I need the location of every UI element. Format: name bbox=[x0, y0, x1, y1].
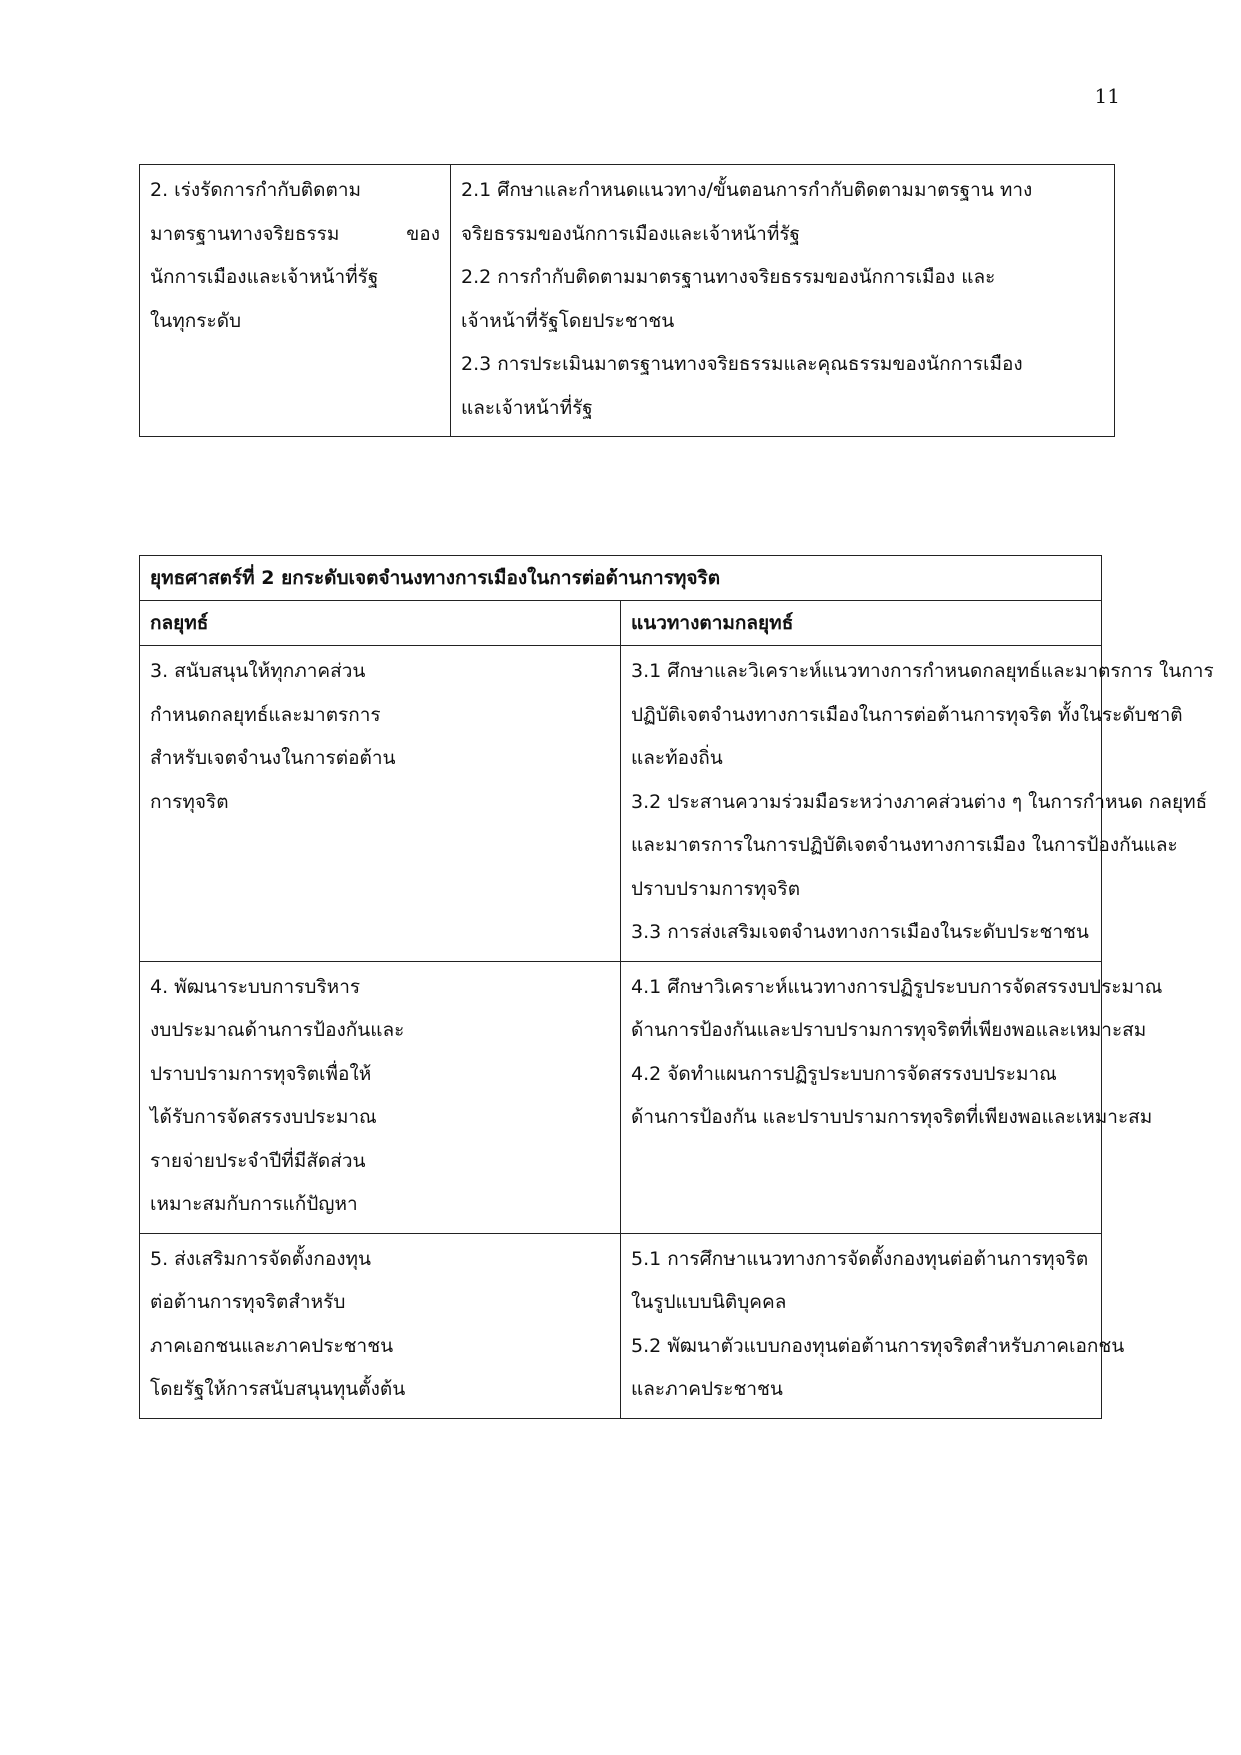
strategy-line: ได้รับการจัดสรรงบประมาณ bbox=[150, 1106, 377, 1128]
table-row bbox=[140, 646, 1102, 962]
strategy-line: ในทุกระดับ bbox=[150, 309, 242, 332]
strategy-line: 2. เร่งรัดการกำกับติดตาม bbox=[150, 179, 362, 201]
strategy-line: รายจ่ายประจำปีที่มีสัดส่วน bbox=[150, 1149, 366, 1172]
strategy-cell bbox=[140, 961, 621, 1233]
guideline-line: และมาตรการในการปฏิบัติเจตจำนงทางการเมือง ในการป้องกันและ bbox=[631, 834, 1178, 856]
guideline-line: ด้านการป้องกันและปราบปรามการทุจริตที่เพียงพอและเหมาะสม bbox=[631, 1019, 1147, 1041]
table-row bbox=[140, 961, 1102, 1233]
strategy-line: มาตรฐานทางจริยธรรม ของ bbox=[150, 222, 440, 245]
strategy-line: ปราบปรามการทุจริตเพื่อให้ bbox=[150, 1062, 372, 1085]
strategy-line: นักการเมืองและเจ้าหน้าที่รัฐ bbox=[150, 266, 379, 288]
strategy-line: ภาคเอกชนและภาคประชาชน bbox=[150, 1334, 394, 1357]
strategy-line: โดยรัฐให้การสนับสนุนทุนตั้งต้น bbox=[150, 1378, 406, 1400]
guideline-line: ด้านการป้องกัน และปราบปรามการทุจริตที่เพียงพอและเหมาะสม bbox=[631, 1106, 1153, 1128]
guideline-line: 3.2 ประสานความร่วมมือระหว่างภาคส่วนต่าง ๆ ในการกำหนด กลยุทธ์ bbox=[631, 790, 1208, 813]
strategy-cell bbox=[140, 1233, 621, 1418]
strategy-line: สำหรับเจตจำนงในการต่อต้าน bbox=[150, 747, 396, 769]
guideline-line: จริยธรรมของนักการเมืองและเจ้าหน้าที่รัฐ bbox=[461, 222, 801, 245]
guideline-line: ปราบปรามการทุจริต bbox=[631, 877, 801, 900]
strategy-line: 3. สนับสนุนให้ทุกภาคส่วน bbox=[150, 660, 366, 682]
guideline-cell bbox=[451, 165, 1115, 437]
guideline-line: และท้องถิ่น bbox=[631, 747, 723, 769]
strategy-cell bbox=[140, 646, 621, 962]
strategy-line: 4. พัฒนาระบบการบริหาร bbox=[150, 975, 361, 998]
guideline-line: ปฏิบัติเจตจำนงทางการเมืองในการต่อต้านการทุจริต ทั้งในระดับชาติ bbox=[631, 703, 1183, 726]
strategy-line: งบประมาณด้านการป้องกันและ bbox=[150, 1019, 405, 1041]
guideline-line: 4.2 จัดทำแผนการปฏิรูประบบการจัดสรรงบประมาณ bbox=[631, 1062, 1057, 1085]
guideline-line: 5.2 พัฒนาตัวแบบกองทุนต่อต้านการทุจริตสำหรับภาคเอกชน bbox=[631, 1334, 1125, 1357]
guideline-line: 2.2 การกำกับติดตามมาตรฐานทางจริยธรรมของนักการเมือง และ bbox=[461, 266, 996, 288]
table-row bbox=[140, 1233, 1102, 1418]
strategy-line: ต่อต้านการทุจริตสำหรับ bbox=[150, 1291, 346, 1313]
guideline-line: 3.3 การส่งเสริมเจตจำนงทางการเมืองในระดับประชาชน bbox=[631, 921, 1089, 943]
header-strategy: กลยุทธ์ bbox=[140, 601, 621, 646]
page-number: 11 bbox=[1094, 84, 1120, 108]
strategy-line: เหมาะสมกับการแก้ปัญหา bbox=[150, 1193, 358, 1215]
strategy-2-table bbox=[139, 555, 1214, 1419]
guideline-line: ในรูปแบบนิติบุคคล bbox=[631, 1291, 787, 1313]
guideline-line: 2.3 การประเมินมาตรฐานทางจริยธรรมและคุณธรรมของนักการเมือง bbox=[461, 353, 1023, 375]
guideline-line: 5.1 การศึกษาแนวทางการจัดตั้งกองทุนต่อต้านการทุจริต bbox=[631, 1247, 1089, 1270]
guideline-cell bbox=[621, 646, 1214, 962]
strategy-line: กำหนดกลยุทธ์และมาตรการ bbox=[150, 703, 381, 726]
guideline-line: และเจ้าหน้าที่รัฐ bbox=[461, 396, 593, 419]
guideline-line: 2.1 ศึกษาและกำหนดแนวทาง/ขั้นตอนการกำกับติดตามมาตรฐาน ทาง bbox=[461, 179, 1033, 201]
guideline-cell bbox=[621, 961, 1163, 1233]
strategy-cell bbox=[140, 165, 451, 437]
table-row bbox=[140, 165, 1115, 437]
guideline-line: 3.1 ศึกษาและวิเคราะห์แนวทางการกำหนดกลยุทธ์และมาตรการ ในการ bbox=[631, 660, 1214, 682]
strategy-table-continued bbox=[139, 164, 1115, 437]
guideline-line: และภาคประชาชน bbox=[631, 1378, 783, 1400]
header-guideline: แนวทางตามกลยุทธ์ bbox=[621, 601, 1102, 646]
guideline-cell bbox=[621, 1233, 1125, 1418]
guideline-line: เจ้าหน้าที่รัฐโดยประชาชน bbox=[461, 309, 675, 332]
strategy-line: 5. ส่งเสริมการจัดตั้งกองทุน bbox=[150, 1247, 372, 1270]
table-header-row bbox=[140, 601, 1102, 646]
table-title-row bbox=[140, 556, 1102, 601]
strategy-line: การทุจริต bbox=[150, 790, 229, 813]
strategy-title: ยุทธศาสตร์ที่ 2 ยกระดับเจตจำนงทางการเมืองในการต่อต้านการทุจริต bbox=[140, 556, 1102, 601]
guideline-line: 4.1 ศึกษาวิเคราะห์แนวทางการปฏิรูประบบการจัดสรรงบประมาณ bbox=[631, 975, 1163, 998]
